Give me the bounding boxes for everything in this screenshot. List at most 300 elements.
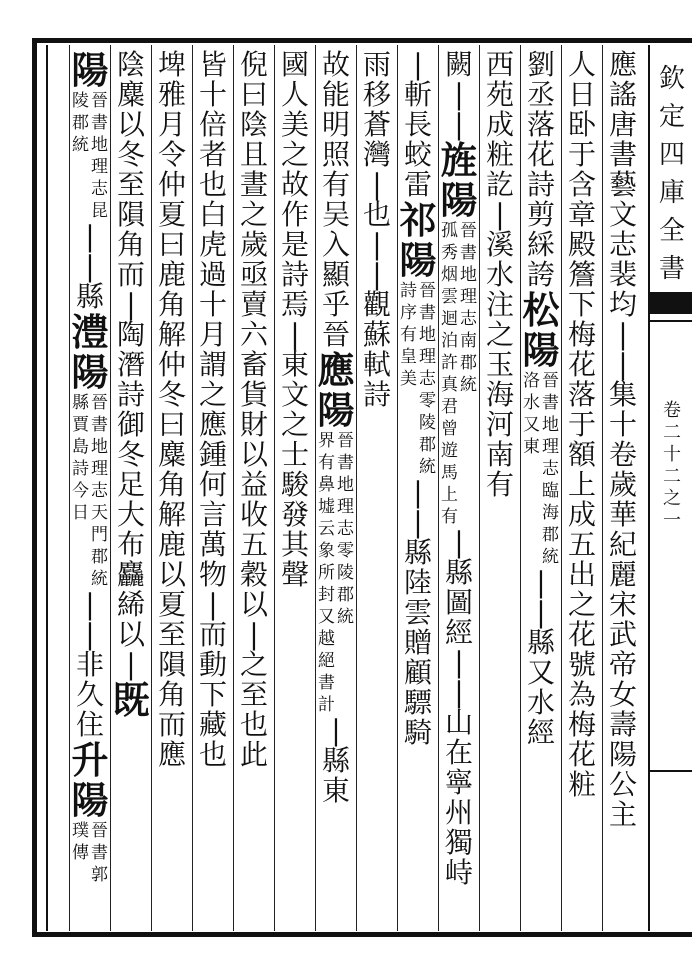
text-char: 仲 <box>157 348 186 381</box>
annotation-block <box>71 820 109 886</box>
text-char: 曰 <box>157 408 186 441</box>
entry-heading-char: 祁 <box>399 198 437 242</box>
text-char: 也 <box>239 708 268 741</box>
text-column <box>522 50 560 748</box>
text-char: 花 <box>526 138 555 171</box>
text-char: 水 <box>526 686 555 719</box>
annotation-char: 臨 <box>542 481 559 501</box>
annotation-char: 今 <box>72 481 89 501</box>
text-char: 至 <box>239 678 268 711</box>
annotation-char: 志 <box>337 519 354 539</box>
text-char: | <box>454 78 464 111</box>
text-char: | <box>536 566 546 599</box>
banner-title <box>655 60 689 288</box>
text-char: 剪 <box>526 198 555 231</box>
text-char: 志 <box>608 228 637 261</box>
text-char: 花 <box>567 618 596 651</box>
banner-section-char: 卷 <box>663 400 681 421</box>
annotation-char: 書 <box>91 113 108 133</box>
annotation-char: 地 <box>337 475 354 495</box>
annotation-char: 郡 <box>72 113 89 133</box>
annotation-char: 統 <box>72 135 89 155</box>
annotation-char: 縣 <box>72 393 89 413</box>
text-char: 注 <box>485 288 514 321</box>
text-char: | <box>85 588 95 621</box>
column-rule <box>233 45 234 931</box>
text-char: 于 <box>567 138 596 171</box>
text-char: 五 <box>239 528 268 561</box>
text-char: 冬 <box>116 438 145 471</box>
annotation-column <box>91 392 109 590</box>
column-rule <box>192 45 193 931</box>
text-char: | <box>85 618 95 651</box>
annotation-char: 理 <box>542 437 559 457</box>
entry-heading-char: 升 <box>71 738 109 782</box>
text-char: 雨 <box>362 48 391 81</box>
annotation-column <box>72 820 90 886</box>
text-char: 文 <box>280 378 309 411</box>
annotation-char: 晉 <box>460 221 477 241</box>
banner-section-char: 二 <box>663 466 681 487</box>
annotation-char: 郡 <box>419 435 436 455</box>
banner-section-char: 之 <box>663 488 681 509</box>
text-char: 詩 <box>362 378 391 411</box>
text-char: | <box>126 648 136 681</box>
text-column <box>194 50 232 770</box>
text-char: 埤 <box>157 48 186 81</box>
text-char: 令 <box>157 138 186 171</box>
frame-left-border <box>32 38 37 937</box>
text-char: 花 <box>567 348 596 381</box>
annotation-char: 界 <box>318 431 335 451</box>
annotation-column <box>337 430 355 716</box>
text-char: 麋 <box>116 78 145 111</box>
text-char: 謂 <box>198 348 227 381</box>
text-char: 能 <box>321 78 350 111</box>
annotation-char: 理 <box>460 287 477 307</box>
text-column <box>563 50 601 800</box>
text-char: 月 <box>198 318 227 351</box>
annotation-char: 零 <box>419 391 436 411</box>
column-rule <box>274 45 275 931</box>
text-char: 陽 <box>608 738 637 771</box>
text-char: 西 <box>485 48 514 81</box>
annotation-char: 上 <box>441 485 458 505</box>
annotation-block <box>399 280 437 478</box>
text-char: 虎 <box>198 228 227 261</box>
text-char: 仲 <box>157 168 186 201</box>
text-char: 綵 <box>526 228 555 261</box>
text-char: 陶 <box>116 318 145 351</box>
annotation-block <box>71 90 109 222</box>
annotation-char: 曾 <box>441 419 458 439</box>
text-char: 額 <box>567 438 596 471</box>
text-char: 萬 <box>198 528 227 561</box>
banner-section-char: 二 <box>663 422 681 443</box>
text-char: 河 <box>485 408 514 441</box>
text-column <box>276 50 314 590</box>
annotation-char: 郡 <box>91 547 108 567</box>
text-char: 有 <box>321 168 350 201</box>
annotation-char: 有 <box>441 507 458 527</box>
text-char: 物 <box>198 558 227 591</box>
text-char: 裴 <box>608 258 637 291</box>
text-column <box>235 50 273 770</box>
annotation-char: 晉 <box>337 431 354 451</box>
annotation-char: 詩 <box>400 281 417 301</box>
text-char: 角 <box>157 468 186 501</box>
annotation-char: 越 <box>318 629 335 649</box>
text-char: | <box>249 618 259 651</box>
text-char: 穀 <box>239 558 268 591</box>
text-char: 壽 <box>608 708 637 741</box>
text-char: 卧 <box>567 108 596 141</box>
text-char: 之 <box>239 648 268 681</box>
text-char: 縣 <box>321 744 350 777</box>
annotation-char: 晉 <box>91 91 108 111</box>
text-char: 峙 <box>444 856 473 889</box>
text-char: 潛 <box>116 348 145 381</box>
text-column <box>440 50 478 888</box>
text-char: 獨 <box>444 826 473 859</box>
annotation-char: 迴 <box>441 309 458 329</box>
text-char: 亟 <box>239 258 268 291</box>
annotation-char: 理 <box>337 497 354 517</box>
annotation-char: 秀 <box>441 243 458 263</box>
banner-title-char: 四 <box>658 140 685 170</box>
annotation-char: 有 <box>318 453 335 473</box>
text-char: 長 <box>403 108 432 141</box>
annotation-char: 晉 <box>91 821 108 841</box>
annotation-char: 郭 <box>91 865 108 885</box>
annotation-char: 郡 <box>337 585 354 605</box>
text-char: 焉 <box>280 288 309 321</box>
text-char: 解 <box>157 318 186 351</box>
annotation-char: 志 <box>419 369 436 389</box>
annotation-char: 統 <box>542 547 559 567</box>
annotation-char: 地 <box>91 135 108 155</box>
text-char: 闕 <box>444 48 473 81</box>
text-char: 山 <box>444 706 473 739</box>
text-char: 縣 <box>403 536 432 569</box>
text-char: 鍾 <box>198 438 227 471</box>
text-char: 而 <box>157 708 186 741</box>
text-char: 故 <box>280 168 309 201</box>
text-char: 以 <box>239 438 268 471</box>
annotation-char: 許 <box>441 353 458 373</box>
annotation-char: 皇 <box>400 347 417 367</box>
text-char: 落 <box>526 108 555 141</box>
text-char: 聲 <box>280 558 309 591</box>
annotation-char: 陵 <box>72 91 89 111</box>
text-char: 縣 <box>444 556 473 589</box>
column-rule <box>602 45 603 931</box>
annotation-char: 零 <box>337 541 354 561</box>
text-char: 其 <box>280 528 309 561</box>
column-rule <box>438 45 439 931</box>
annotation-column <box>542 370 560 568</box>
annotation-char: 郡 <box>460 353 477 373</box>
text-column <box>317 50 355 806</box>
text-char: | <box>536 596 546 629</box>
annotation-column <box>91 820 109 886</box>
text-char: 歲 <box>239 228 268 261</box>
text-char: 雅 <box>157 78 186 111</box>
text-char: 華 <box>608 498 637 531</box>
annotation-char: 有 <box>400 325 417 345</box>
text-char: 十 <box>198 78 227 111</box>
text-char: 書 <box>608 138 637 171</box>
annotation-char: 書 <box>91 843 108 863</box>
text-char: 夏 <box>157 588 186 621</box>
text-char: | <box>454 108 464 141</box>
frame-left-inner-rule <box>46 45 48 931</box>
annotation-char: 海 <box>542 503 559 523</box>
annotation-char: 地 <box>460 265 477 285</box>
annotation-char: 志 <box>460 309 477 329</box>
text-char: 此 <box>239 738 268 771</box>
text-char: 是 <box>280 228 309 261</box>
text-char: 倪 <box>239 48 268 81</box>
annotation-char: 璞 <box>72 821 89 841</box>
text-char: 海 <box>485 378 514 411</box>
text-char: 言 <box>198 498 227 531</box>
text-char: 移 <box>362 78 391 111</box>
text-char: 吴 <box>321 198 350 231</box>
annotation-char: 書 <box>419 303 436 323</box>
text-char: 應 <box>198 408 227 441</box>
text-char: 十 <box>198 288 227 321</box>
entry-heading-char: 陽 <box>399 238 437 282</box>
text-char: 下 <box>198 678 227 711</box>
annotation-char: 陵 <box>419 413 436 433</box>
text-char: | <box>85 220 95 253</box>
annotation-char: 志 <box>91 481 108 501</box>
text-char: 溪 <box>485 228 514 261</box>
entry-heading-char: 陽 <box>317 388 355 432</box>
text-char: 章 <box>567 198 596 231</box>
annotation-column <box>523 370 541 568</box>
text-char: 紀 <box>608 528 637 561</box>
annotation-char: 孤 <box>441 221 458 241</box>
text-char: 作 <box>280 198 309 231</box>
annotation-block <box>317 430 355 716</box>
text-char: 五 <box>567 528 596 561</box>
text-char: 均 <box>608 288 637 321</box>
text-char: 東 <box>280 348 309 381</box>
text-char: 蒼 <box>362 108 391 141</box>
annotation-char: 志 <box>91 179 108 199</box>
text-char: 下 <box>567 288 596 321</box>
text-char: | <box>618 348 628 381</box>
text-char: | <box>413 506 423 539</box>
annotation-char: 真 <box>441 375 458 395</box>
banner-bottom-rule <box>650 770 692 772</box>
annotation-char: 書 <box>460 243 477 263</box>
annotation-char: 烟 <box>441 265 458 285</box>
text-char: 皆 <box>198 48 227 81</box>
text-char: 足 <box>116 468 145 501</box>
banner-title-char: 書 <box>658 254 685 284</box>
text-column <box>399 50 437 748</box>
text-char: 粧 <box>485 138 514 171</box>
text-char: 之 <box>280 138 309 171</box>
text-char: 麋 <box>157 438 186 471</box>
text-char: 蛟 <box>403 138 432 171</box>
annotation-char: 洛 <box>523 371 540 391</box>
text-char: 且 <box>239 138 268 171</box>
text-column <box>358 50 396 410</box>
column-rule <box>520 45 521 931</box>
text-char: 住 <box>75 708 104 741</box>
annotation-column <box>72 392 90 590</box>
text-char: 財 <box>239 408 268 441</box>
annotation-char: 理 <box>419 347 436 367</box>
text-char: 于 <box>567 408 596 441</box>
text-char: 解 <box>157 498 186 531</box>
annotation-char: 志 <box>542 459 559 479</box>
annotation-char: 鼻 <box>318 475 335 495</box>
text-char: 以 <box>157 558 186 591</box>
text-char: 至 <box>157 618 186 651</box>
text-column <box>153 50 191 770</box>
annotation-char: 天 <box>91 503 108 523</box>
text-char: | <box>413 48 423 81</box>
annotation-char: 書 <box>91 415 108 435</box>
text-char: 在 <box>444 736 473 769</box>
text-char: 南 <box>485 438 514 471</box>
text-char: 雲 <box>403 596 432 629</box>
text-char: 誇 <box>526 258 555 291</box>
annotation-char: 書 <box>318 673 335 693</box>
text-char: 角 <box>157 678 186 711</box>
annotation-char: 島 <box>72 437 89 457</box>
annotation-char: 理 <box>91 459 108 479</box>
annotation-char: 賈 <box>72 415 89 435</box>
text-char: 也 <box>198 738 227 771</box>
text-column <box>112 50 150 720</box>
annotation-char: 象 <box>318 541 335 561</box>
annotation-char: 地 <box>542 415 559 435</box>
banner-title-char: 欽 <box>658 64 685 94</box>
text-char: 斬 <box>403 78 432 111</box>
text-char: | <box>126 288 136 321</box>
text-char: 號 <box>567 648 596 681</box>
text-char: | <box>454 646 464 679</box>
text-char: 鹿 <box>157 258 186 291</box>
text-char: 顯 <box>321 258 350 291</box>
annotation-column <box>72 90 90 222</box>
text-char: 卷 <box>608 438 637 471</box>
text-char: 夏 <box>157 198 186 231</box>
annotation-char: 又 <box>523 415 540 435</box>
banner-title-char: 定 <box>658 102 685 132</box>
text-char: 梅 <box>567 318 596 351</box>
text-char: 駿 <box>280 468 309 501</box>
annotation-char: 統 <box>460 375 477 395</box>
annotation-char: 君 <box>441 397 458 417</box>
text-char: 六 <box>239 318 268 351</box>
annotation-char: 門 <box>91 525 108 545</box>
text-char: 布 <box>116 528 145 561</box>
text-char: 藏 <box>198 708 227 741</box>
fish-tail-rule <box>650 320 692 322</box>
text-char: | <box>618 318 628 351</box>
annotation-char: 馬 <box>441 463 458 483</box>
annotation-char: 晉 <box>542 371 559 391</box>
text-char: 也 <box>198 168 227 201</box>
text-char: 集 <box>608 378 637 411</box>
text-char: 絺 <box>116 588 145 621</box>
annotation-char: 地 <box>91 437 108 457</box>
text-char: 曰 <box>239 78 268 111</box>
text-column <box>71 50 109 886</box>
annotation-column <box>441 220 459 528</box>
text-char: 主 <box>608 798 637 831</box>
text-char: 人 <box>567 48 596 81</box>
text-char: 應 <box>608 48 637 81</box>
text-column <box>604 50 642 830</box>
text-char: 州 <box>444 796 473 829</box>
text-char: 久 <box>75 678 104 711</box>
text-char: 苑 <box>485 78 514 111</box>
annotation-char: 日 <box>72 503 89 523</box>
text-char: 縣 <box>526 626 555 659</box>
text-char: 照 <box>321 138 350 171</box>
annotation-column <box>460 220 478 528</box>
text-char: | <box>372 168 382 201</box>
text-char: 觀 <box>362 288 391 321</box>
text-char: 麗 <box>608 558 637 591</box>
frame-bottom-border <box>32 932 692 937</box>
annotation-char: 郡 <box>542 525 559 545</box>
entry-heading-char: 松 <box>522 288 560 332</box>
text-char: 騎 <box>403 716 432 749</box>
text-char: 何 <box>198 468 227 501</box>
frame-top-border <box>32 38 692 43</box>
text-char: 而 <box>198 618 227 651</box>
text-char: 為 <box>567 678 596 711</box>
text-char: 發 <box>280 498 309 531</box>
annotation-char: 理 <box>91 157 108 177</box>
text-char: | <box>413 476 423 509</box>
text-char: 倍 <box>198 108 227 141</box>
text-char: 寧 <box>444 766 473 799</box>
text-char: 簷 <box>567 258 596 291</box>
text-char: 角 <box>157 288 186 321</box>
annotation-char: 晉 <box>419 281 436 301</box>
text-char: 御 <box>116 408 145 441</box>
text-char: 明 <box>321 108 350 141</box>
text-char: 公 <box>608 768 637 801</box>
annotation-char: 序 <box>400 303 417 323</box>
entry-heading-char: 旌 <box>440 138 478 182</box>
annotation-char: 絕 <box>318 651 335 671</box>
annotation-char: 書 <box>337 453 354 473</box>
text-char: 冬 <box>157 378 186 411</box>
banner-section-char: 十 <box>663 444 681 465</box>
text-char: 宋 <box>608 588 637 621</box>
annotation-block <box>522 370 560 568</box>
text-char: 之 <box>280 408 309 441</box>
text-char: 月 <box>157 108 186 141</box>
column-rule <box>561 45 562 931</box>
text-char: 應 <box>157 738 186 771</box>
annotation-char: 泊 <box>441 331 458 351</box>
banner-title-char: 庫 <box>658 178 685 208</box>
text-char: 士 <box>280 438 309 471</box>
banner-section <box>657 400 687 532</box>
